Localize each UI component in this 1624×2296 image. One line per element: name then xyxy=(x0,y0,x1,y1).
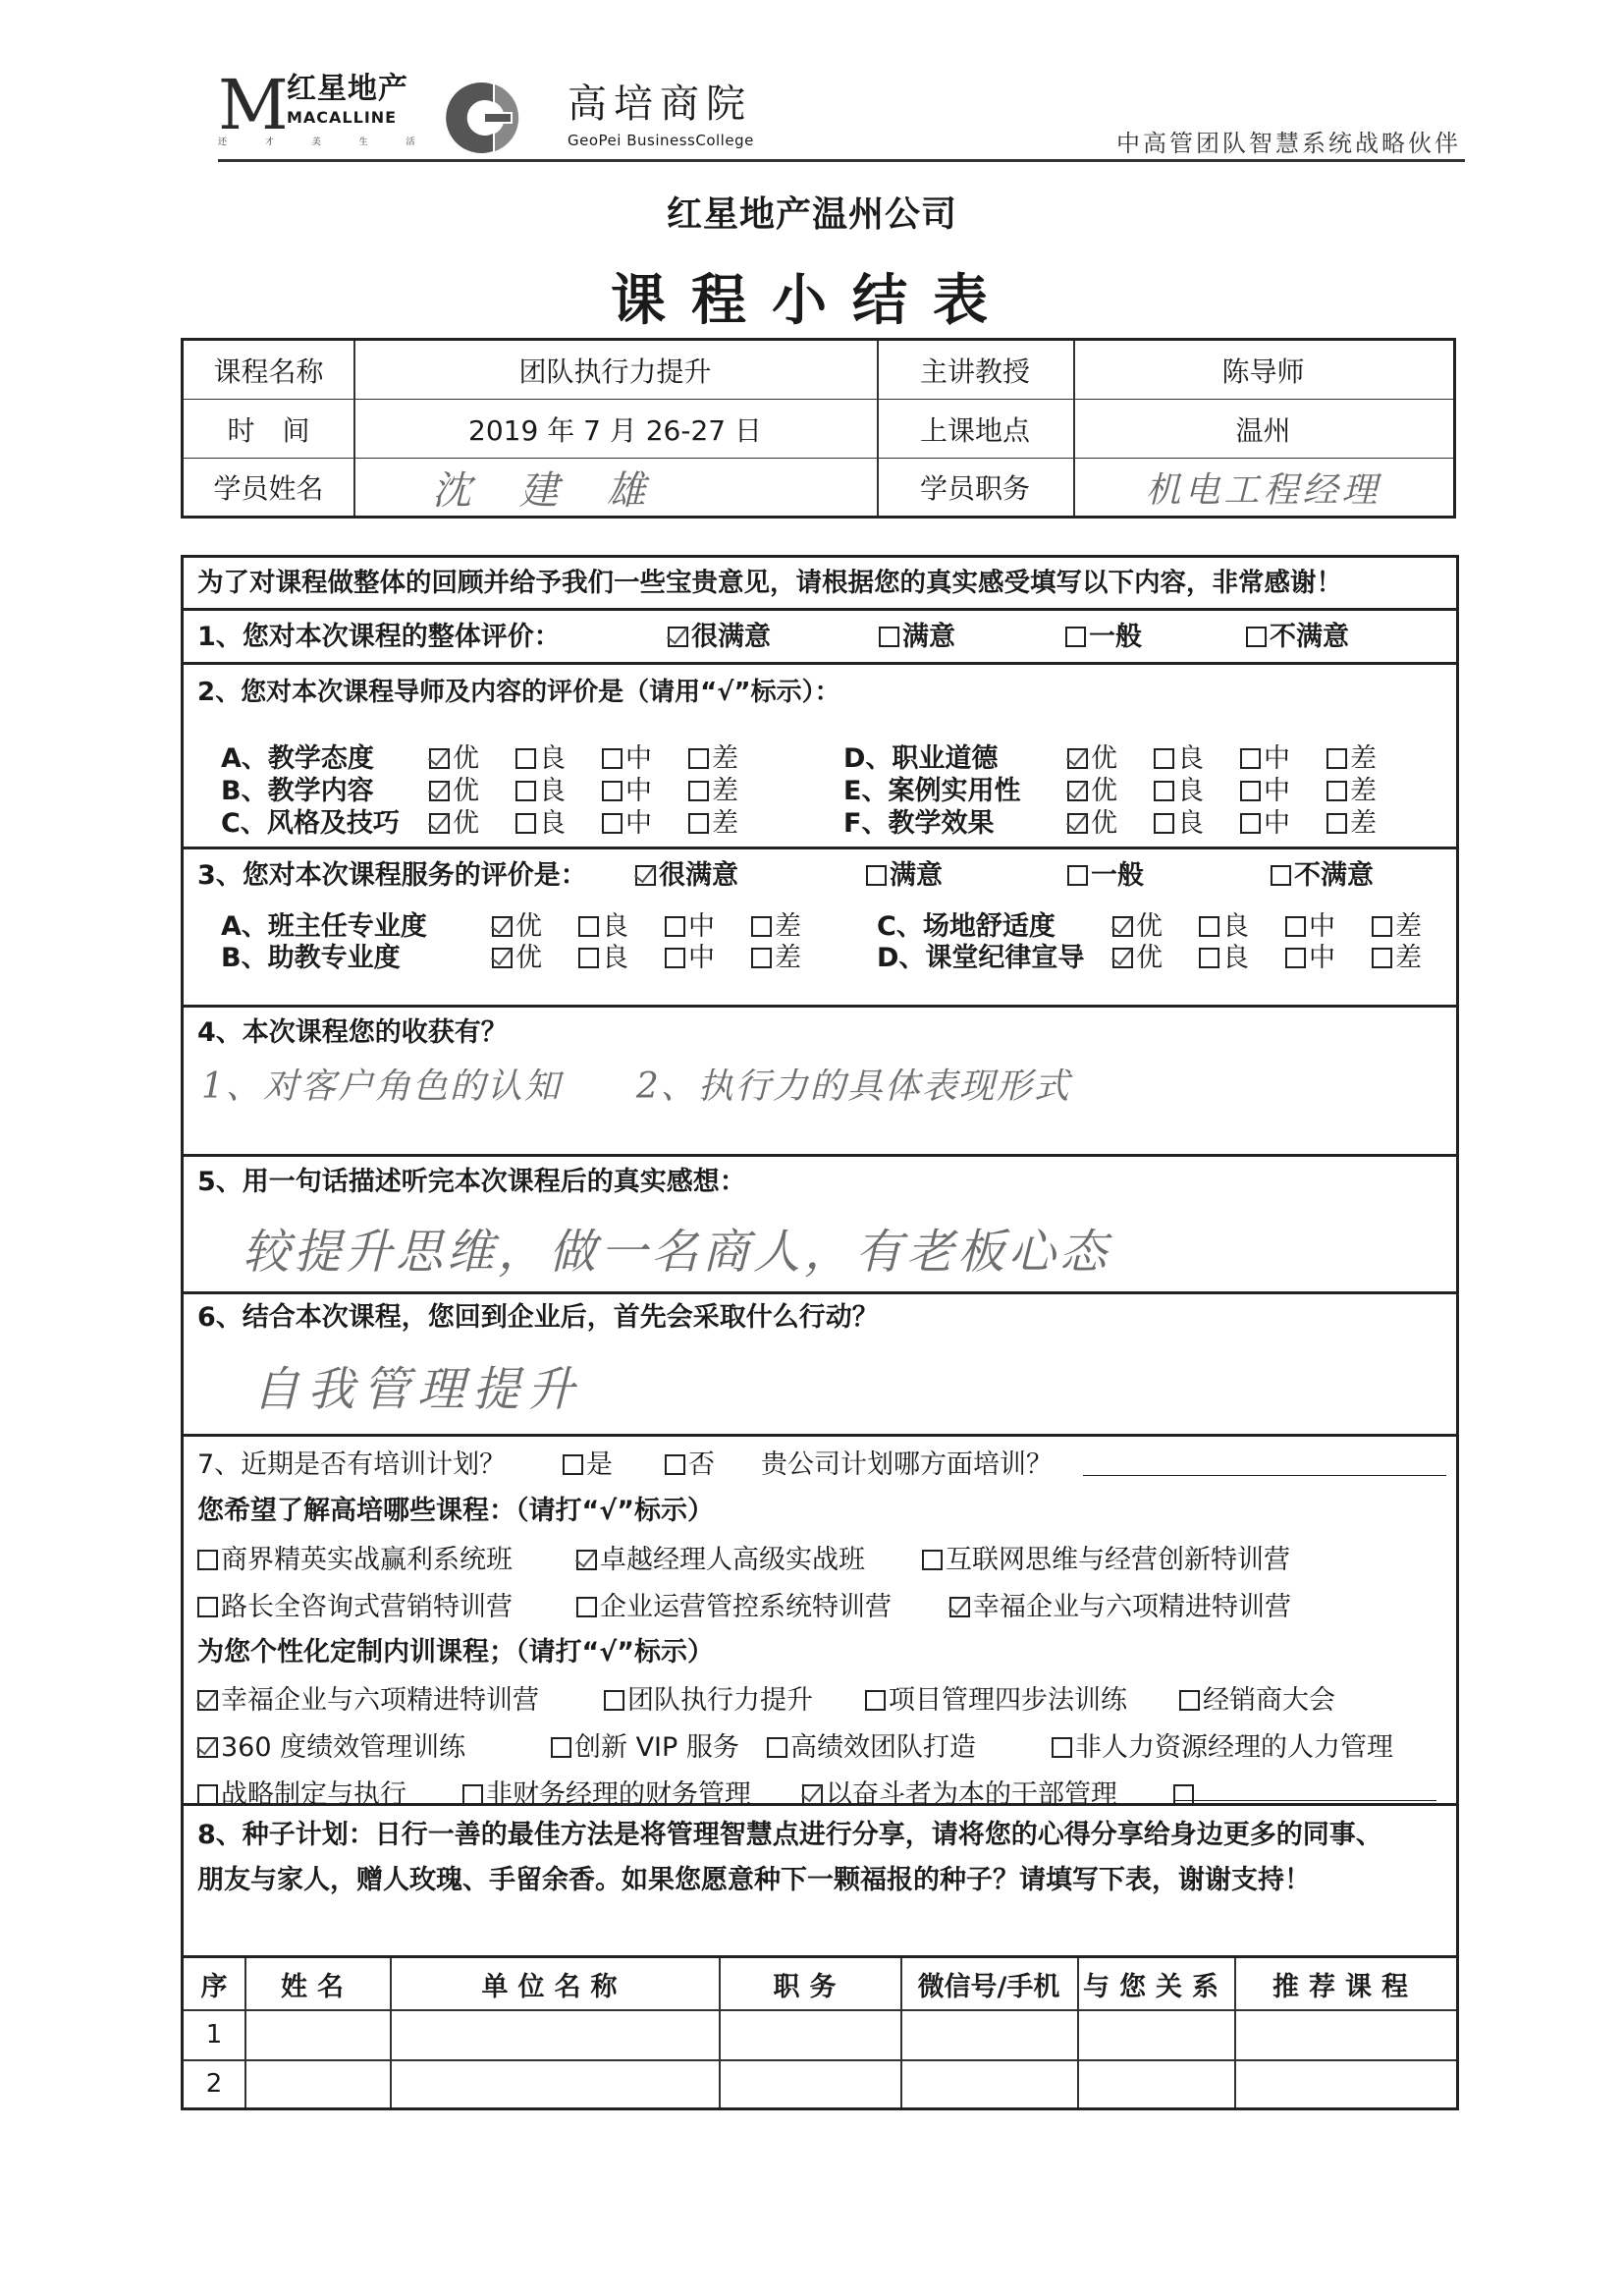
student-label: 学员姓名 xyxy=(213,472,324,505)
rating-label: C、风格及技巧 xyxy=(221,808,400,839)
checkbox-checked[interactable] xyxy=(576,1550,597,1570)
geopei-logo-cn: 高培商院 xyxy=(568,82,752,127)
rating-option[interactable]: 优 xyxy=(1112,911,1163,943)
q1-option[interactable]: 满意 xyxy=(879,622,955,653)
course-value: 团队执行力提升 xyxy=(518,355,712,388)
rating-option[interactable]: 中 xyxy=(1240,776,1290,807)
checkbox[interactable] xyxy=(751,948,772,968)
checkbox[interactable] xyxy=(1065,627,1086,647)
macalline-logo-cn: 红星地产 xyxy=(287,72,408,106)
rating-label: A、教学态度 xyxy=(221,743,374,774)
table-cell-input[interactable] xyxy=(900,2009,1077,2059)
checkbox[interactable] xyxy=(602,748,623,769)
table-cell-input[interactable] xyxy=(719,2009,900,2059)
rating-option[interactable]: 差 xyxy=(1326,743,1377,775)
checkbox[interactable] xyxy=(462,1784,483,1805)
q6-answer-handwritten[interactable]: 自我管理提升 xyxy=(252,1362,583,1417)
table-header: 序 xyxy=(200,1971,228,2002)
q8-line1: 8、种子计划：日行一善的最佳方法是将管理智慧点进行分享，请将您的心得分享给身边更多的同事、 xyxy=(197,1820,1382,1850)
table-cell-input[interactable] xyxy=(390,2059,719,2107)
checkbox[interactable] xyxy=(665,1454,685,1475)
checkbox-checked[interactable] xyxy=(1112,948,1133,968)
course-option[interactable]: 团队执行力提升 xyxy=(604,1685,813,1717)
checkbox-checked[interactable] xyxy=(1112,916,1133,937)
rating-option[interactable]: 差 xyxy=(751,943,801,974)
checkbox[interactable] xyxy=(665,948,685,968)
rating-option[interactable]: 优 xyxy=(1112,943,1163,974)
q8-line2: 朋友与家人，赠人玫瑰、手留余香。如果您愿意种下一颗福报的种子？请填写下表，谢谢支持！ xyxy=(197,1865,1311,1895)
rating-option[interactable]: 中 xyxy=(1285,943,1335,974)
rating-option[interactable]: 差 xyxy=(688,776,738,807)
q4-answer-handwritten[interactable]: 1、对客户角色的认知 2、执行力的具体表现形式 xyxy=(201,1066,1071,1107)
rating-label: B、教学内容 xyxy=(221,776,374,806)
checkbox[interactable] xyxy=(1372,916,1392,937)
rating-label: C、场地舒适度 xyxy=(877,911,1056,942)
macalline-logo-letter: M xyxy=(218,65,289,145)
q3-label: 3、您对本次课程服务的评价是： xyxy=(197,860,587,891)
rating-option[interactable]: 良 xyxy=(578,911,628,943)
rating-option[interactable]: 中 xyxy=(602,743,652,775)
rating-option[interactable]: 中 xyxy=(602,776,652,807)
rating-option[interactable]: 良 xyxy=(1154,776,1204,807)
course-option[interactable]: 项目管理四步法训练 xyxy=(865,1685,1127,1717)
checkbox-checked[interactable] xyxy=(492,948,513,968)
checkbox-checked[interactable] xyxy=(429,813,450,834)
place-value: 温州 xyxy=(1235,413,1291,447)
checkbox[interactable] xyxy=(563,1454,583,1475)
rating-option[interactable]: 中 xyxy=(1240,808,1290,840)
checkbox[interactable] xyxy=(578,916,599,937)
q3-option[interactable]: 满意 xyxy=(866,860,943,892)
table-cell-input[interactable] xyxy=(1234,2059,1456,2107)
rating-option[interactable]: 良 xyxy=(1199,911,1249,943)
checkbox[interactable] xyxy=(1271,865,1291,886)
rating-option[interactable]: 良 xyxy=(515,808,566,840)
question-1 xyxy=(184,611,1456,665)
row-number: 1 xyxy=(205,2019,223,2050)
rating-label: D、课堂纪律宣导 xyxy=(877,943,1085,973)
rating-label: A、班主任专业度 xyxy=(221,911,427,942)
course-option[interactable]: 以奋斗者为本的干部管理 xyxy=(802,1779,1117,1811)
course-info-table xyxy=(181,338,1456,519)
checkbox[interactable] xyxy=(515,781,536,801)
checkbox[interactable] xyxy=(576,1597,597,1617)
rating-option[interactable]: 差 xyxy=(1372,911,1422,943)
q1-option[interactable]: 很满意 xyxy=(668,622,771,653)
checkbox-checked[interactable] xyxy=(635,865,656,886)
page-header xyxy=(0,0,1624,167)
checkbox[interactable] xyxy=(688,781,709,801)
checkbox-checked[interactable] xyxy=(197,1737,218,1758)
intro-text: 为了对课程做整体的回顾并给予我们一些宝贵意见，请根据您的真实感受填写以下内容，非常感谢！ xyxy=(197,568,1342,598)
question-6 xyxy=(184,1294,1456,1437)
course-option[interactable]: 商界精英实战赢利系统班 xyxy=(197,1545,513,1576)
checkbox-checked[interactable] xyxy=(668,627,688,647)
checkbox-checked[interactable] xyxy=(1067,781,1088,801)
checkbox[interactable] xyxy=(866,865,887,886)
rating-label: D、职业道德 xyxy=(843,743,999,774)
info-row-student xyxy=(184,459,1453,516)
course-option[interactable]: 卓越经理人高级实战班 xyxy=(576,1545,865,1576)
rating-option[interactable]: 良 xyxy=(1199,943,1249,974)
feedback-form xyxy=(181,555,1459,2110)
q3-option[interactable]: 一般 xyxy=(1067,860,1144,892)
rating-option[interactable]: 良 xyxy=(515,743,566,775)
position-label: 学员职务 xyxy=(919,472,1030,505)
checkbox-checked[interactable] xyxy=(1067,748,1088,769)
course-option[interactable]: 幸福企业与六项精进特训营 xyxy=(197,1685,539,1717)
checkbox-checked[interactable] xyxy=(1067,813,1088,834)
rating-option[interactable]: 中 xyxy=(665,943,715,974)
teacher-value: 陈导师 xyxy=(1221,355,1305,388)
q2-label: 2、您对本次课程导师及内容的评价是（请用“√”标示）： xyxy=(197,678,840,707)
student-name-handwritten[interactable]: 沈 建 雄 xyxy=(432,467,664,514)
rating-option[interactable]: 良 xyxy=(1154,743,1204,775)
course-option[interactable]: 企业运营管控系统特训营 xyxy=(576,1592,892,1623)
rating-option[interactable]: 差 xyxy=(751,911,801,943)
rating-option[interactable]: 优 xyxy=(1067,808,1117,840)
checkbox[interactable] xyxy=(1154,813,1174,834)
q3-option[interactable]: 不满意 xyxy=(1271,860,1374,892)
q7-label: 7、近期是否有培训计划？ xyxy=(197,1449,507,1480)
checkbox[interactable] xyxy=(865,1690,886,1711)
q4-label: 4、本次课程您的收获有？ xyxy=(197,1017,508,1048)
table-cell-input[interactable] xyxy=(719,2059,900,2107)
page-title: 课程小结表 xyxy=(611,269,1013,333)
checkbox-checked[interactable] xyxy=(949,1597,970,1617)
checkbox[interactable] xyxy=(751,916,772,937)
rating-option[interactable]: 优 xyxy=(429,776,479,807)
checkbox[interactable] xyxy=(1154,781,1174,801)
course-option[interactable]: 互联网思维与经营创新特训营 xyxy=(922,1545,1290,1576)
q5-label: 5、用一句话描述听完本次课程后的真实感想： xyxy=(197,1167,746,1197)
table-header: 单位名称 xyxy=(481,1971,627,2002)
course-option[interactable]: 战略制定与执行 xyxy=(197,1779,406,1811)
checkbox[interactable] xyxy=(197,1784,218,1805)
table-cell-input[interactable] xyxy=(244,2009,390,2059)
rating-option[interactable]: 优 xyxy=(492,911,542,943)
teacher-label: 主讲教授 xyxy=(919,355,1030,388)
table-cell-input[interactable] xyxy=(900,2059,1077,2107)
rating-option[interactable]: 优 xyxy=(492,943,542,974)
table-header: 职务 xyxy=(773,1971,846,2002)
checkbox[interactable] xyxy=(197,1597,218,1617)
q7-which-label: 贵公司计划哪方面培训？ xyxy=(761,1449,1053,1480)
q7-custom-label: 为您个性化定制内训课程；（请打“√”标示） xyxy=(197,1637,714,1667)
rating-label: E、案例实用性 xyxy=(843,776,1021,806)
checkbox[interactable] xyxy=(1326,813,1347,834)
place-label: 上课地点 xyxy=(919,413,1030,447)
checkbox-checked[interactable] xyxy=(429,781,450,801)
table-cell-input[interactable] xyxy=(390,2009,719,2059)
rating-option[interactable]: 差 xyxy=(1372,943,1422,974)
divider xyxy=(184,2107,1456,2110)
course-option[interactable]: 经销商大会 xyxy=(1179,1685,1335,1717)
table-cell-input[interactable] xyxy=(1077,2009,1234,2059)
course-option[interactable]: 创新 VIP 服务 xyxy=(551,1732,739,1764)
rating-option[interactable]: 中 xyxy=(665,911,715,943)
q6-label: 6、结合本次课程，您回到企业后，首先会采取什么行动？ xyxy=(197,1302,879,1333)
q1-option[interactable]: 一般 xyxy=(1065,622,1142,653)
checkbox-checked[interactable] xyxy=(802,1784,823,1805)
question-4 xyxy=(184,1008,1456,1157)
rating-option[interactable]: 差 xyxy=(1326,776,1377,807)
company-name: 红星地产温州公司 xyxy=(666,194,957,235)
macalline-logo-en: MACALLINE xyxy=(287,108,398,127)
rating-option[interactable]: 中 xyxy=(1285,911,1335,943)
checkbox[interactable] xyxy=(515,748,536,769)
table-header: 推荐课程 xyxy=(1272,1971,1418,2002)
q5-answer-handwritten[interactable]: 较提升思维，做一名商人，有老板心态 xyxy=(243,1225,1111,1280)
q7-no-option[interactable]: 否 xyxy=(665,1449,715,1481)
table-header: 微信号/手机 xyxy=(917,1971,1060,2002)
checkbox[interactable] xyxy=(1326,781,1347,801)
rating-option[interactable]: 良 xyxy=(515,776,566,807)
table-cell-input[interactable] xyxy=(244,2059,390,2107)
checkbox[interactable] xyxy=(197,1550,218,1570)
course-option[interactable]: 高绩效团队打造 xyxy=(767,1732,976,1764)
checkbox[interactable] xyxy=(551,1737,571,1758)
rating-option[interactable]: 差 xyxy=(688,743,738,775)
q1-option[interactable]: 不满意 xyxy=(1246,622,1349,653)
rating-option[interactable]: 优 xyxy=(1067,743,1117,775)
checkbox[interactable] xyxy=(1052,1737,1072,1758)
position-handwritten[interactable]: 机电工程经理 xyxy=(1145,469,1381,511)
info-row-course xyxy=(184,341,1453,400)
rating-option[interactable]: 优 xyxy=(429,743,479,775)
checkbox-checked[interactable] xyxy=(429,748,450,769)
checkbox[interactable] xyxy=(688,813,709,834)
checkbox[interactable] xyxy=(1240,781,1261,801)
checkbox[interactable] xyxy=(602,781,623,801)
header-divider xyxy=(218,159,1465,162)
checkbox[interactable] xyxy=(1179,1690,1200,1711)
info-row-time xyxy=(184,400,1453,459)
course-label: 课程名称 xyxy=(213,355,324,388)
question-2 xyxy=(184,665,1456,849)
question-5 xyxy=(184,1157,1456,1294)
checkbox[interactable] xyxy=(665,916,685,937)
question-7 xyxy=(184,1437,1456,1810)
q7-wish-label: 您希望了解高培哪些课程：（请打“√”标示） xyxy=(197,1496,714,1526)
referral-table xyxy=(184,1955,1456,2107)
table-header: 与您关系 xyxy=(1083,1971,1228,2002)
course-option[interactable]: 非人力资源经理的人力管理 xyxy=(1052,1732,1393,1764)
course-option[interactable]: 幸福企业与六项精进特训营 xyxy=(949,1592,1291,1623)
checkbox[interactable] xyxy=(1154,748,1174,769)
rating-option[interactable]: 差 xyxy=(1326,808,1377,840)
checkbox[interactable] xyxy=(1326,748,1347,769)
rating-label: B、助教专业度 xyxy=(221,943,401,973)
course-option[interactable]: 非财务经理的财务管理 xyxy=(462,1779,751,1811)
checkbox[interactable] xyxy=(1372,948,1392,968)
rating-option[interactable]: 差 xyxy=(688,808,738,840)
checkbox[interactable] xyxy=(515,813,536,834)
geopei-logo-en: GeoPei BusinessCollege xyxy=(568,132,754,149)
rating-option[interactable]: 良 xyxy=(578,943,628,974)
checkbox[interactable] xyxy=(922,1550,943,1570)
checkbox[interactable] xyxy=(602,813,623,834)
course-option[interactable]: 360 度绩效管理训练 xyxy=(197,1732,465,1764)
macalline-slogan: 还 才 美 生 活 xyxy=(218,137,433,147)
rating-option[interactable]: 中 xyxy=(602,808,652,840)
time-label: 时 间 xyxy=(227,413,310,447)
checkbox[interactable] xyxy=(688,748,709,769)
checkbox[interactable] xyxy=(604,1690,624,1711)
course-option[interactable]: 路长全咨询式营销特训营 xyxy=(197,1592,513,1623)
row-number: 2 xyxy=(205,2068,223,2099)
custom-other-input[interactable] xyxy=(1173,1777,1436,1801)
checkbox[interactable] xyxy=(1246,627,1267,647)
checkbox[interactable] xyxy=(1285,916,1306,937)
checkbox[interactable] xyxy=(578,948,599,968)
checkbox[interactable] xyxy=(879,627,899,647)
table-cell-input[interactable] xyxy=(1234,2009,1456,2059)
rating-option[interactable]: 中 xyxy=(1240,743,1290,775)
rating-label: F、教学效果 xyxy=(843,808,995,839)
rating-option[interactable]: 优 xyxy=(1067,776,1117,807)
time-value: 2019 年 7 月 26-27 日 xyxy=(468,413,762,447)
checkbox[interactable] xyxy=(1199,948,1219,968)
checkbox[interactable] xyxy=(1240,813,1261,834)
geopei-logo-icon xyxy=(432,79,556,157)
checkbox-checked[interactable] xyxy=(492,916,513,937)
checkbox-checked[interactable] xyxy=(197,1690,218,1711)
checkbox[interactable] xyxy=(1240,748,1261,769)
q1-label: 1、您对本次课程的整体评价： xyxy=(197,622,561,652)
q7-yes-option[interactable]: 是 xyxy=(563,1449,613,1481)
checkbox[interactable] xyxy=(1067,865,1088,886)
rating-option[interactable]: 良 xyxy=(1154,808,1204,840)
question-3 xyxy=(184,849,1456,1008)
checkbox[interactable] xyxy=(1199,916,1219,937)
table-cell-input[interactable] xyxy=(1077,2059,1234,2107)
checkbox[interactable] xyxy=(767,1737,787,1758)
form-intro xyxy=(184,558,1456,611)
table-header: 姓名 xyxy=(281,1971,353,2002)
q7-which-input[interactable] xyxy=(1083,1451,1446,1476)
q3-option[interactable]: 很满意 xyxy=(635,860,738,892)
checkbox[interactable] xyxy=(1285,948,1306,968)
rating-option[interactable]: 优 xyxy=(429,808,479,840)
header-tagline: 中高管团队智慧系统战略伙伴 xyxy=(1116,130,1461,157)
